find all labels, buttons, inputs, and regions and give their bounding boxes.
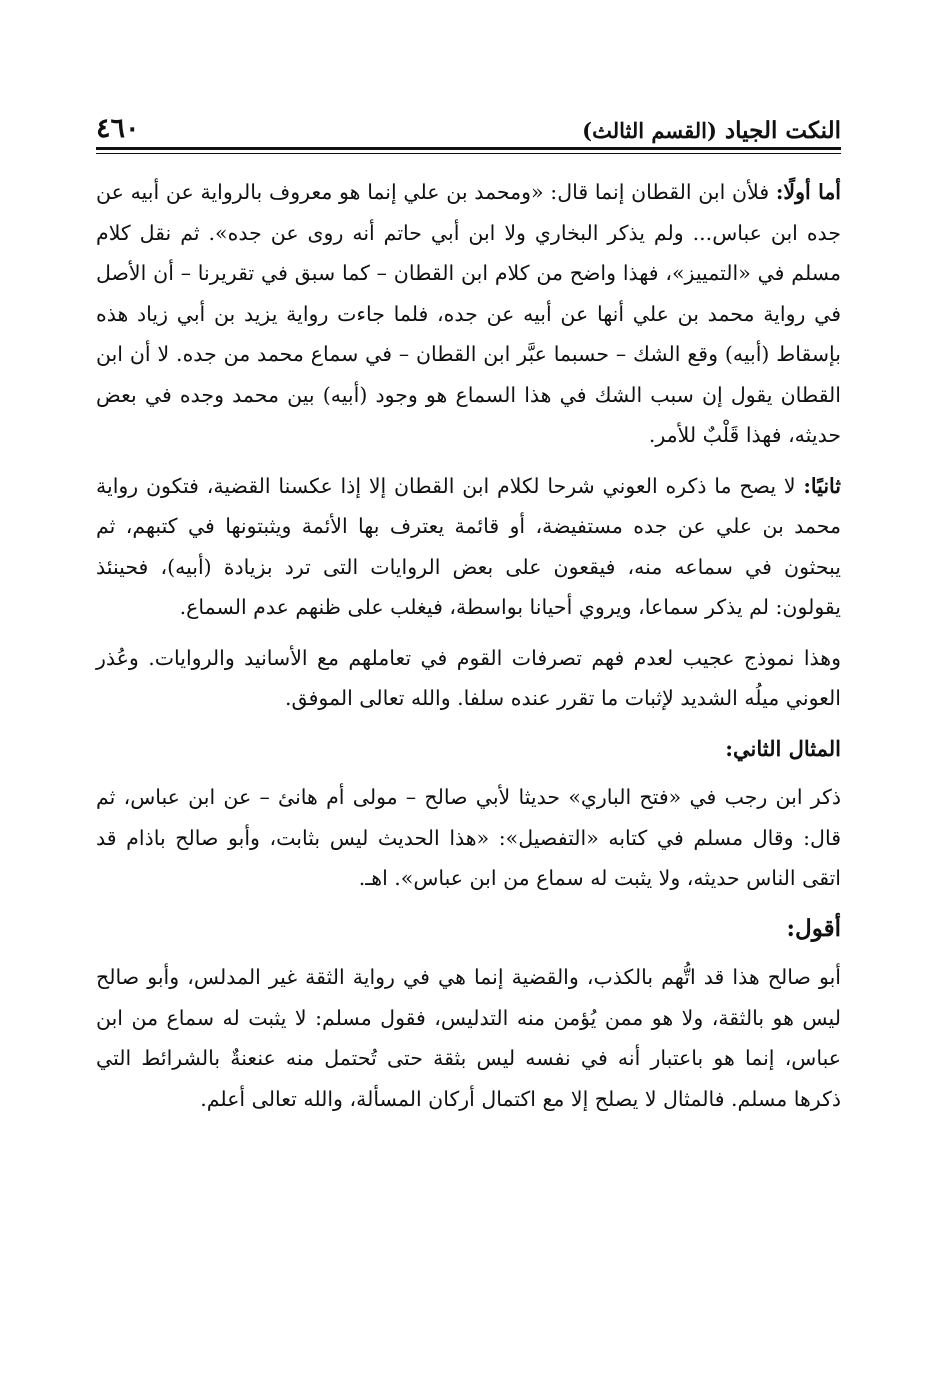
paragraph-lead: أما أولًا: bbox=[775, 180, 841, 204]
section-heading-aqul: أقول: bbox=[786, 914, 841, 942]
paragraph-second bbox=[96, 466, 841, 628]
page-body bbox=[96, 172, 841, 1129]
paragraph-example: ذكر ابن رجب في «فتح الباري» حديثا لأبي صالح – مولى أم هانئ – عن ابن عباس، ثم قال: وقال مسلم في كتابه «التفصيل»: «هذا الحديث ليس بثابت، وأبو صالح باذام قد اتقى الناس حديثه، ولا يثبت له سماع من ابن عباس». اهـ. bbox=[96, 785, 841, 890]
running-header bbox=[96, 104, 841, 144]
paragraph-first bbox=[96, 172, 841, 456]
book-section: (القسم الثالث) bbox=[582, 118, 717, 143]
paragraph-text: فلأن ابن القطان إنما قال: «ومحمد بن علي إنما هو معروف بالرواية عن أبيه عن جده ابن عباس... ولم يذكر البخاري ولا ابن أبي حاتم أنه روى عن جده». ثم نقل كلام مسلم في «التمييز»، فهذا واضح من كلام ابن القطان – كما سبق في تقريرنا – أن الأصل في رواية محمد بن علي أنها عن أبيه عن جده، فلما جاءت رواية يزيد بن أبي زياد هذه بإسقاط (أبيه) وقع الشك – حسبما عبَّر ابن القطان – في سماع محمد من جده. لا أن ابن القطان يقول إن سبب الشك في هذا السماع هو وجود (أبيه) بين محمد وجده في بعض حديثه، فهذا قَلْبٌ للأمر. bbox=[96, 180, 841, 447]
page-number: ٤٦٠ bbox=[96, 113, 140, 144]
paragraph-third: وهذا نموذج عجيب لعدم فهم تصرفات القوم في تعاملهم مع الأسانيد والروايات. وعُذر العوني ميلُه الشديد لإثبات ما تقرر عنده سلفا. والله تعالى الموفق. bbox=[96, 645, 841, 710]
header-rule-thin bbox=[96, 153, 841, 154]
paragraph-lead: ثانيًا: bbox=[803, 473, 841, 498]
running-title bbox=[582, 117, 841, 144]
paragraph-text: لا يصح ما ذكره العوني شرحا لكلام ابن القطان إلا إذا عكسنا القضية، فتكون رواية محمد بن علي عن جده مستفيضة، أو قائمة يعترف بها الأئمة ويثبتونها في كتبهم، ثم يبحثون في سماعه منه، فيقعون على بعض الروايات التى ترد بزيادة (أبيه)، فحينئذ يقولون: لم يذكر سماعا، ويروي أحيانا بواسطة، فيغلب على ظنهم عدم السماع. bbox=[96, 473, 841, 619]
section-heading-second-example: المثال الثاني: bbox=[725, 735, 841, 761]
header-rule-thick bbox=[96, 147, 841, 150]
paragraph-response: أبو صالح هذا قد اتُّهم بالكذب، والقضية إنما هي في رواية الثقة غير المدلس، وأبو صالح ليس هو بالثقة، ولا هو ممن يُؤمن منه التدليس، فقول مسلم: لا يثبت له سماع من ابن عباس، إنما هو باعتبار أنه في نفسه ليس بثقة حتى تُحتمل منه عنعنةٌ بالشرائط التي ذكرها مسلم. فالمثال لا يصلح إلا مع اكتمال أركان المسألة، والله تعالى أعلم. bbox=[96, 965, 841, 1111]
book-title: النكت الجياد bbox=[724, 117, 841, 144]
